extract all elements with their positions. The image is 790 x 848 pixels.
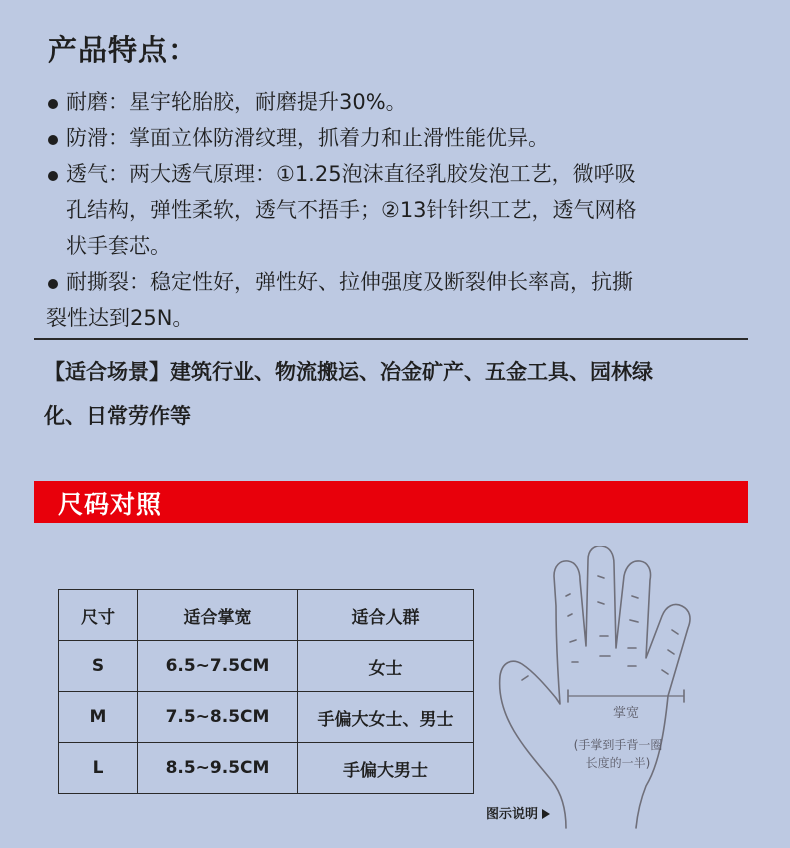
- feature-tear-line2: 裂性达到25N。: [46, 306, 194, 330]
- size-table-header: [59, 590, 474, 641]
- table-row: [59, 743, 474, 794]
- scenes-line2: 化、日常劳作等: [44, 404, 191, 428]
- scenes-line1: 【适合场景】建筑行业、物流搬运、冶金矿产、五金工具、园林绿: [44, 360, 653, 384]
- size-chart-title: 尺码对照: [58, 490, 163, 519]
- size-cell: S: [59, 641, 138, 692]
- feature-breathable-line2: 孔结构，弹性柔软，透气不捂手；②13针针织工艺，透气网格: [66, 198, 637, 222]
- feature-wear: [46, 84, 756, 120]
- section-divider: [34, 338, 748, 340]
- bullet-icon: [48, 135, 58, 145]
- feature-wear-text: 耐磨：星宇轮胎胶，耐磨提升30%。: [66, 90, 407, 114]
- palm-width-cell: 8.5~9.5CM: [138, 743, 298, 794]
- header-size: 尺寸: [59, 590, 138, 641]
- suitable-cell: 手偏大男士: [298, 743, 474, 794]
- palm-width-label: 掌宽: [612, 706, 639, 721]
- feature-antislip: [46, 120, 756, 156]
- feature-tear: [46, 264, 756, 336]
- size-cell: L: [59, 743, 138, 794]
- feature-antislip-text: 防滑：掌面立体防滑纹理，抓着力和止滑性能优异。: [66, 126, 549, 150]
- features-list: [46, 84, 756, 336]
- play-arrow-icon: [542, 809, 550, 819]
- palm-width-cell: 6.5~7.5CM: [138, 641, 298, 692]
- table-row: [59, 692, 474, 743]
- suitable-cell: 女士: [298, 641, 474, 692]
- size-cell: M: [59, 692, 138, 743]
- bullet-icon: [48, 99, 58, 109]
- application-scenes: [44, 350, 764, 438]
- header-palm-width: 适合掌宽: [138, 590, 298, 641]
- features-title: 产品特点：: [48, 33, 199, 67]
- diagram-caption: [486, 803, 550, 822]
- header-suitable-for: 适合人群: [298, 590, 474, 641]
- size-chart-banner: [34, 481, 748, 523]
- diagram-caption-text: 图示说明: [486, 807, 539, 822]
- palm-width-cell: 7.5~8.5CM: [138, 692, 298, 743]
- suitable-cell: 手偏大女士、男士: [298, 692, 474, 743]
- palm-width-note-line2: 长度的一半): [585, 756, 651, 770]
- table-row: [59, 641, 474, 692]
- hand-outline-icon: [496, 546, 706, 836]
- bullet-icon: [48, 171, 58, 181]
- bullet-icon: [48, 279, 58, 289]
- feature-tear-line1: 耐撕裂：稳定性好，弹性好、拉伸强度及断裂伸长率高，抗撕: [66, 270, 633, 294]
- feature-breathable: [46, 156, 756, 264]
- size-table: [58, 589, 474, 794]
- palm-width-note-line1: (手掌到手背一圈: [573, 738, 663, 752]
- feature-breathable-line1: 透气：两大透气原理：①1.25泡沫直径乳胶发泡工艺，微呼吸: [66, 162, 636, 186]
- feature-breathable-line3: 状手套芯。: [66, 234, 171, 258]
- hand-diagram: [496, 546, 706, 836]
